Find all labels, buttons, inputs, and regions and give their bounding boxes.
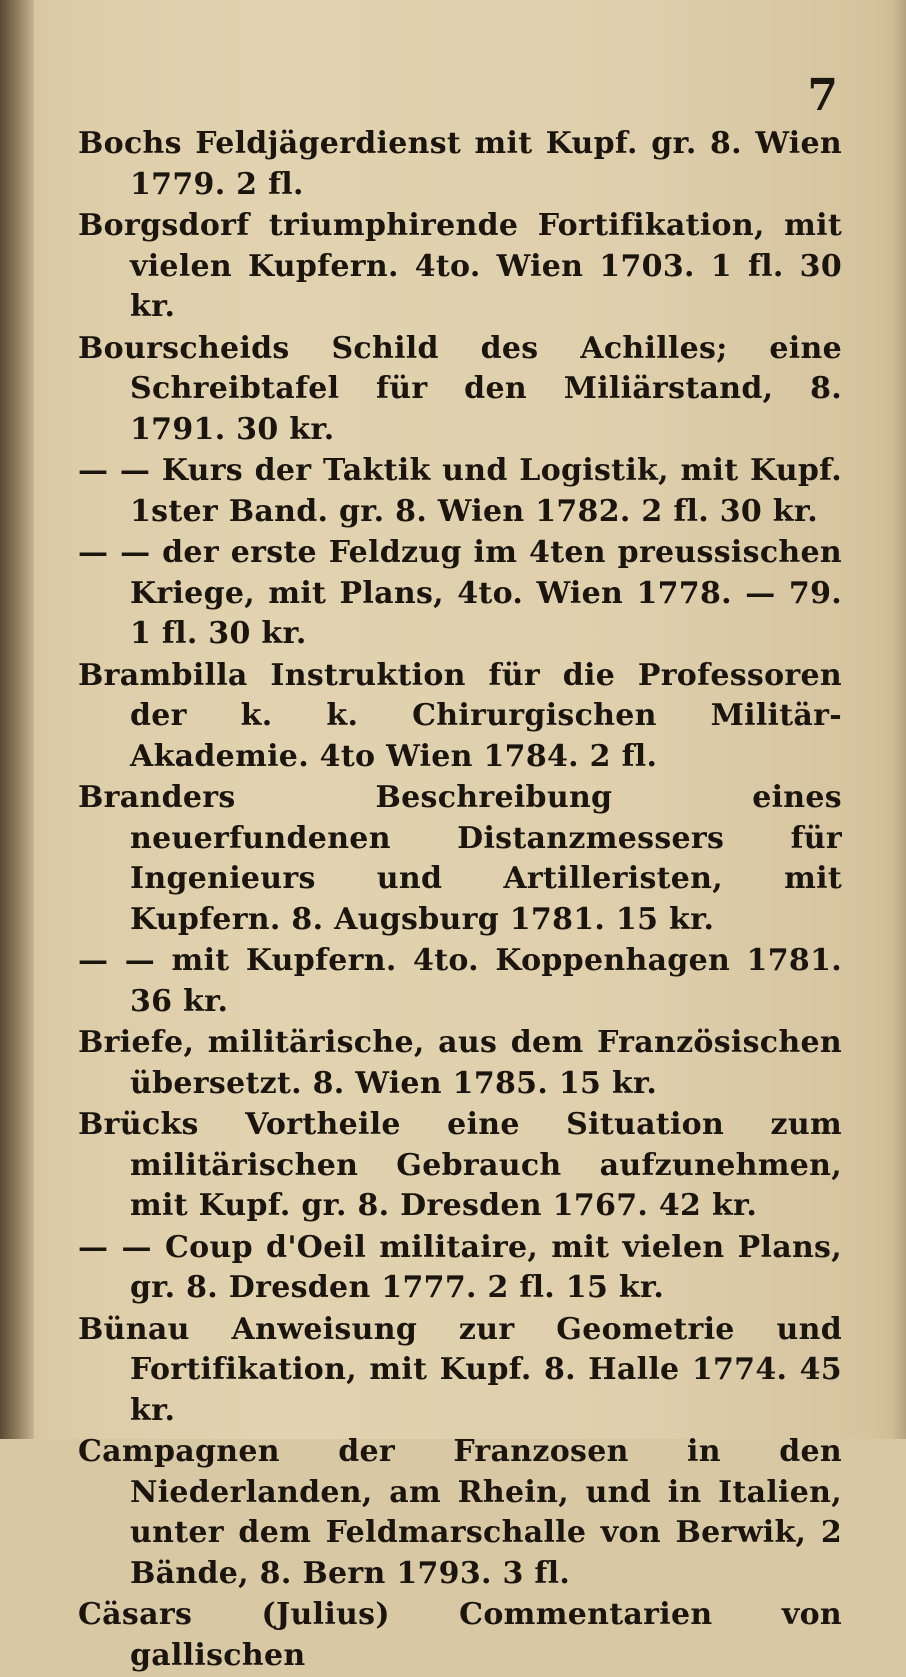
catalog-entry: — — der erste Feldzug im 4ten preussischen Kriege, mit Plans, 4to. Wien 1778. — 79. 1 fl. 30 kr. — [78, 535, 842, 651]
catalog-entry: — — Kurs der Taktik und Logistik, mit Kupf. 1ster Band. gr. 8. Wien 1782. 2 fl. 30 kr. — [78, 453, 842, 529]
catalog-entry: Brücks Vortheile eine Situation zum militärischen Gebrauch aufzunehmen, mit Kupf. gr. 8. Dresden 1767. 42 kr. — [78, 1107, 842, 1223]
catalog-entry: — — Coup d'Oeil militaire, mit vielen Plans, gr. 8. Dresden 1777. 2 fl. 15 kr. — [78, 1229, 842, 1305]
catalog-entry: Bourscheids Schild des Achilles; eine Schreibtafel für den Miliärstand, 8. 1791. 30 kr. — [78, 330, 842, 447]
catalog-entry: Brambilla Instruktion für die Professoren der k. k. Chirurgischen Militär-Akademie. 4to Wien 1784. 2 fl. — [78, 657, 842, 774]
catalog-entry: Cäsars (Julius) Commentarien von gallischen — [78, 1597, 842, 1673]
page-number: 7 — [807, 70, 838, 121]
catalog-entry: Briefe, militärische, aus dem Französischen übersetzt. 8. Wien 1785. 15 kr. — [78, 1025, 842, 1101]
page-edge — [894, 0, 906, 1439]
catalog-entry: Bünau Anweisung zur Geometrie und Fortifikation, mit Kupf. 8. Halle 1774. 45 kr. — [78, 1311, 842, 1428]
catalog-entry: Bochs Feldjägerdienst mit Kupf. gr. 8. Wien 1779. 2 fl. — [78, 126, 842, 202]
catalog-entry: Branders Beschreibung eines neuerfundenen Distanzmessers für Ingenieurs und Artilleristen, mit Kupfern. 8. Augsburg 1781. 15 kr. — [78, 780, 842, 937]
page-gutter — [0, 0, 34, 1439]
catalog-entry: Campagnen der Franzosen in den Niederlanden, am Rhein, und in Italien, unter dem Feldmarschalle von Berwik, 2 Bände, 8. Bern 1793. 3 fl. — [78, 1434, 842, 1591]
catalog-entry: Borgsdorf triumphirende Fortifikation, mit vielen Kupfern. 4to. Wien 1703. 1 fl. 30 kr. — [78, 208, 842, 324]
catalog-entry: — — mit Kupfern. 4to. Koppenhagen 1781. 36 kr. — [78, 943, 842, 1019]
catalog-entries — [78, 124, 842, 1677]
